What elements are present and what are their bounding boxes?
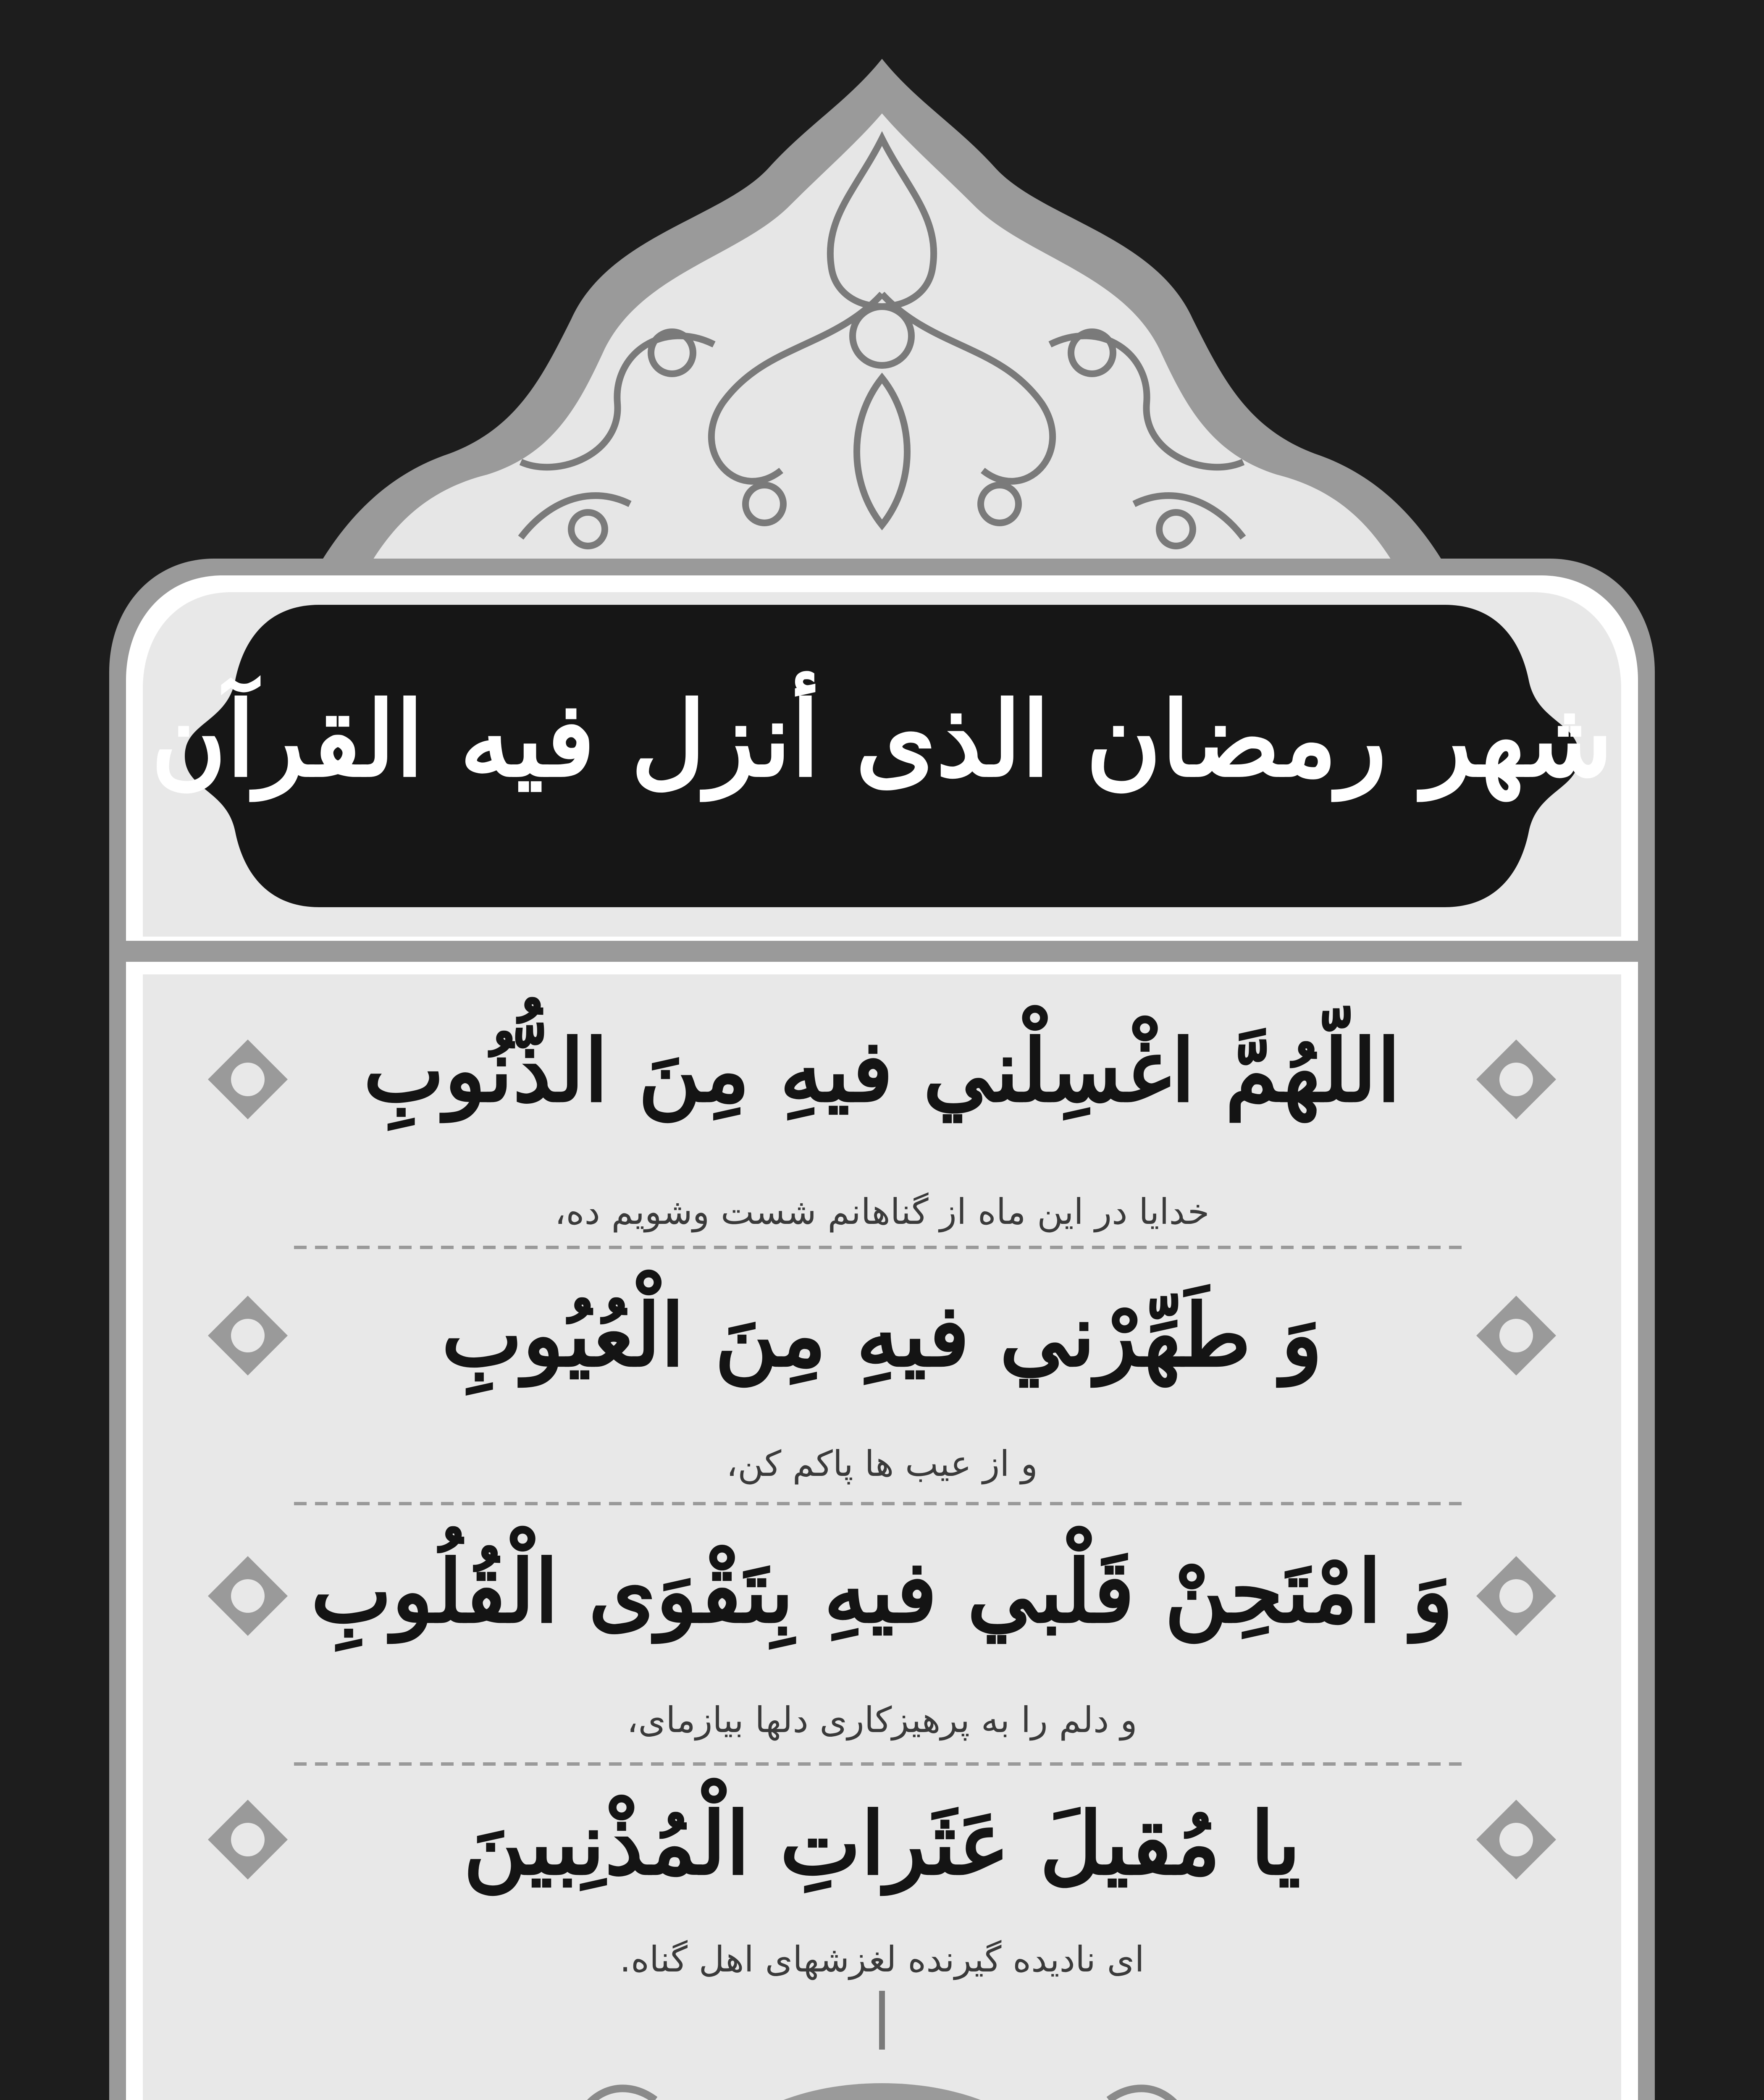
verse-3-translation: و دلم را به پرهیزکاری دلها بیازمای، <box>627 1699 1137 1740</box>
header-divider <box>126 941 1638 962</box>
verse-2-translation: و از عیب ها پاکم کن، <box>726 1443 1038 1484</box>
verse-3-arabic: وَ امْتَحِنْ قَلْبي فيهِ بِتَقْوَى الْقُلُوبِ <box>310 1541 1454 1642</box>
verse-4-arabic: يا مُقيلَ عَثَراتِ الْمُذْنِبينَ <box>463 1793 1301 1894</box>
verse-2-arabic: وَ طَهِّرْني فيهِ مِنَ الْعُيُوبِ <box>441 1285 1323 1386</box>
dome-ornament-inner <box>361 113 1403 580</box>
verse-1-arabic: اللّهُمَّ اغْسِلْني فيهِ مِنَ الذُّنُوبِ <box>363 1020 1401 1121</box>
verse-4-translation: ای نادیده گیرنده لغزشهای اهل گناه. <box>620 1939 1144 1980</box>
header-title: شهر رمضان الذی أنزل فیه القرآن <box>151 678 1613 800</box>
verse-1-translation: خدایا در این ماه از گناهانم شست وشویم ده، <box>554 1191 1210 1232</box>
